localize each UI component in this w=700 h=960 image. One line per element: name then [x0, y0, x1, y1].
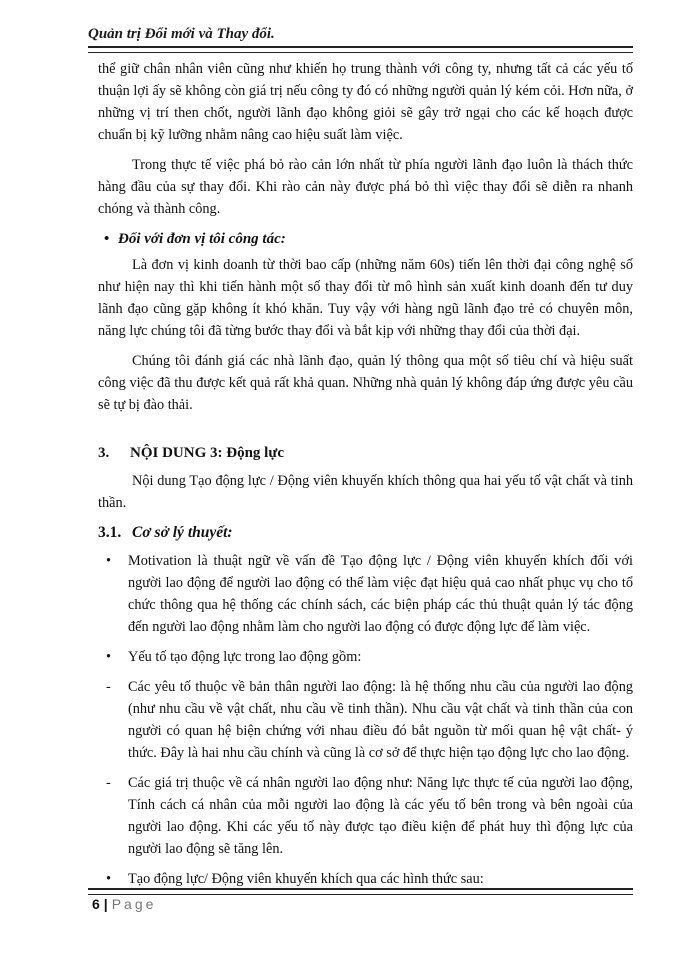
bullet-heading — [98, 228, 633, 250]
list-item — [98, 646, 633, 668]
list-item — [98, 772, 633, 860]
list-marker: • — [106, 871, 112, 887]
paragraph-3: Là đơn vị kinh doanh từ thời bao cấp (những năm 60s) tiến lên thời đại công nghệ số như hiện nay thì khi tiến hành một số thay đổi từ mô hình sản xuất kinh doanh đến tư duy lãnh đạo cũng gặp không ít khó khăn. Tuy vậy với hàng ngũ lãnh đạo trẻ có chuyên môn, năng lực chúng tôi đã từng bước thay đổi và bắt kịp với những thay đổi của thời đại. — [98, 257, 633, 339]
page-header: Quản trị Đổi mới và Thay đổi. — [88, 26, 275, 42]
list-marker: • — [106, 649, 112, 665]
subsection-heading — [98, 522, 633, 544]
bullet-heading-text: Đối với đơn vị tôi công tác: — [118, 231, 286, 247]
footer-rule — [88, 888, 633, 895]
list-item-text: Yếu tố tạo động lực trong lao động gồm: — [128, 649, 362, 665]
list-item-text: Tạo động lực/ Động viên khuyến khích qua các hình thức sau: — [128, 871, 484, 887]
list-marker: - — [106, 679, 111, 695]
paragraph-2: Trong thực tế việc phá bỏ rào cản lớn nhất từ phía người lãnh đạo luôn là thách thức hàng đầu của sự thay đổi. Khi rào cản này được phá bỏ thì việc thay đổi sẽ diễn ra nhanh chóng và thành công. — [98, 157, 633, 217]
header-rule — [88, 46, 633, 53]
section-title: NỘI DUNG 3: Động lực — [130, 445, 284, 461]
list-item — [98, 550, 633, 638]
bullet-icon: • — [104, 231, 110, 247]
paragraph-4: Chúng tôi đánh giá các nhà lãnh đạo, quản lý thông qua một số tiêu chí và hiệu suất công việc đã thu được kết quả rất khả quan. Những nhà quản lý không đáp ứng được yêu cầu sẽ tự bị đào thải. — [98, 353, 633, 413]
section-heading — [98, 442, 633, 464]
page-footer — [92, 896, 156, 912]
list-marker: - — [106, 775, 111, 791]
list-item-text: Motivation là thuật ngữ về vấn đề Tạo động lực / Động viên khuyến khích đối với người lao động để người lao động có thể làm việc đạt hiệu quả cao nhất phục vụ cho tổ chức thông qua hệ thống các chính sách, các biện pháp các thủ thuật quản lý tác động đến người lao động nhằm làm cho người lao động có được động lực để làm việc. — [128, 553, 633, 635]
list-item — [98, 676, 633, 764]
page-content — [98, 58, 633, 898]
subsection-title: Cơ sở lý thuyết: — [132, 524, 233, 541]
section-intro: Nội dung Tạo động lực / Động viên khuyến khích thông qua hai yếu tố vật chất và tinh thần. — [98, 473, 633, 511]
page-label: Page — [111, 896, 157, 912]
subsection-number: 3.1. — [98, 524, 122, 541]
list-item-text: Các giá trị thuộc về cá nhân người lao động như: Năng lực thực tế của người lao động, Tính cách cá nhân của mỗi người lao động là các yếu tố bên trong và bên ngoài của người lao động. Khi các yếu tố này được tạo điều kiện để phát huy thì động lực của người lao động sẽ tăng lên. — [128, 775, 633, 857]
section-number: 3. — [98, 445, 110, 461]
list-item — [98, 868, 633, 890]
list-item-text: Các yêu tố thuộc về bản thân người lao động: là hệ thống nhu cầu của người lao động (như nhu cầu về vật chất, nhu cầu về tinh thần). Nhu cầu vật chất và tinh thần của con người có quan hệ biện chứng với nhau điều đó bắt nguồn từ mối quan hệ vật chất- ý thức. Đây là hai nhu cầu chính và cũng là cơ sở để thực hiện tạo động lực cho lao động. — [128, 679, 633, 761]
footer-separator: | — [103, 896, 108, 912]
page-number: 6 — [92, 896, 100, 912]
paragraph-1: thể giữ chân nhân viên cũng như khiến họ trung thành với công ty, nhưng tất cả các yếu tố thuận lợi ấy sẽ không còn giá trị nếu công ty đó có những người quản lý kém cỏi. Hơn nữa, ở những vị trí then chốt, người lãnh đạo không giỏi sẽ gây trở ngại cho các kế hoạch được chuẩn bị kỹ lưỡng nhằm nâng cao hiệu suất làm việc. — [98, 61, 633, 143]
list-marker: • — [106, 553, 112, 569]
